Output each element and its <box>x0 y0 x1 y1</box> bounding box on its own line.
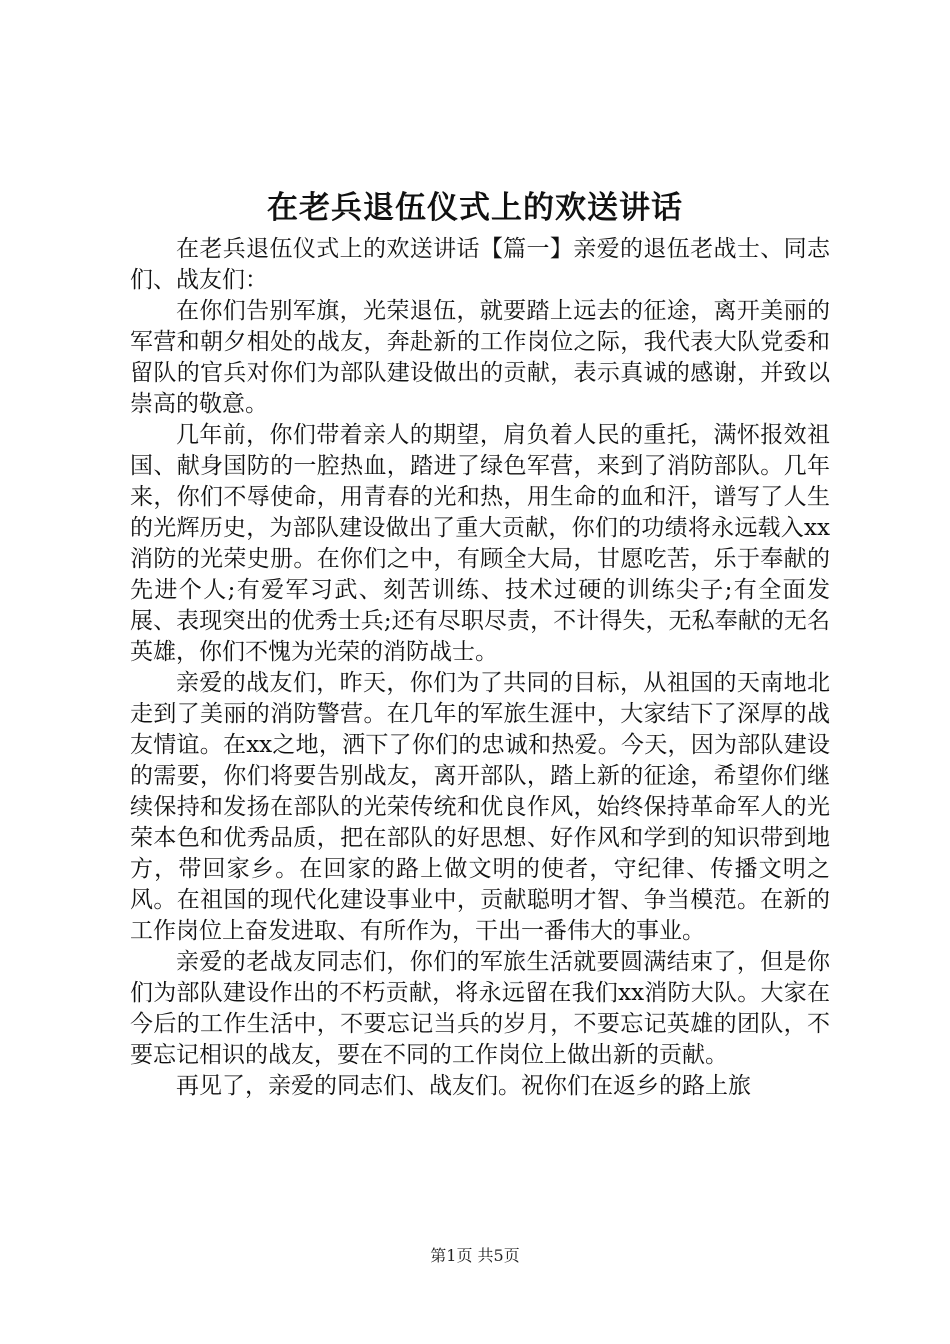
document-title: 在老兵退伍仪式上的欢送讲话 <box>267 190 683 226</box>
paragraph-5: 亲爱的老战友同志们，你们的军旅生活就要圆满结束了，但是你们为部队建设作出的不朽贡献，将永远留在我们xx消防大队。大家在今后的工作生活中，不要忘记当兵的岁月，不要忘记英雄的团队，不要忘记相识的战友，要在不同的工作岗位上做出新的贡献。 <box>130 949 830 1068</box>
paragraph-3: 几年前，你们带着亲人的期望，肩负着人民的重托，满怀报效祖国、献身国防的一腔热血，踏进了绿色军营，来到了消防部队。几年来，你们不辱使命，用青春的光和热，用生命的血和汗，谱写了人生的光辉历史，为部队建设做出了重大贡献，你们的功绩将永远载入xx消防的光荣史册。在你们之中，有顾全大局，甘愿吃苦，乐于奉献的先进个人;有爱军习武、刻苦训练、技术过硬的训练尖子;有全面发展、表现突出的优秀士兵;还有尽职尽责，不计得失，无私奉献的无名英雄，你们不愧为光荣的消防战士。 <box>130 422 830 665</box>
paragraph-6: 再见了，亲爱的同志们、战友们。祝你们在返乡的路上旅 <box>176 1073 751 1099</box>
paragraph-1: 在老兵退伍仪式上的欢送讲话【篇一】亲爱的退伍老战士、同志们、战友们： <box>130 236 830 293</box>
document-body <box>130 234 830 1102</box>
paragraph-4: 亲爱的战友们，昨天，你们为了共同的目标，从祖国的天南地北走到了美丽的消防警营。在几年的军旅生涯中，大家结下了深厚的战友情谊。在xx之地，洒下了你们的忠诚和热爱。今天，因为部队建设的需要，你们将要告别战友，离开部队，踏上新的征途，希望你们继续保持和发扬在部队的光荣传统和优良作风，始终保持革命军人的光荣本色和优秀品质，把在部队的好思想、好作风和学到的知识带到地方，带回家乡。在回家的路上做文明的使者，守纪律、传播文明之风。在祖国的现代化建设事业中，贡献聪明才智、争当模范。在新的工作岗位上奋发进取、有所作为，干出一番伟大的事业。 <box>130 670 830 944</box>
paragraph-2: 在你们告别军旗，光荣退伍，就要踏上远去的征途，离开美丽的军营和朝夕相处的战友，奔赴新的工作岗位之际，我代表大队党委和留队的官兵对你们为部队建设做出的贡献，表示真诚的感谢，并致以崇高的敬意。 <box>130 298 830 417</box>
page-footer: 第1页 共5页 <box>430 1246 520 1265</box>
